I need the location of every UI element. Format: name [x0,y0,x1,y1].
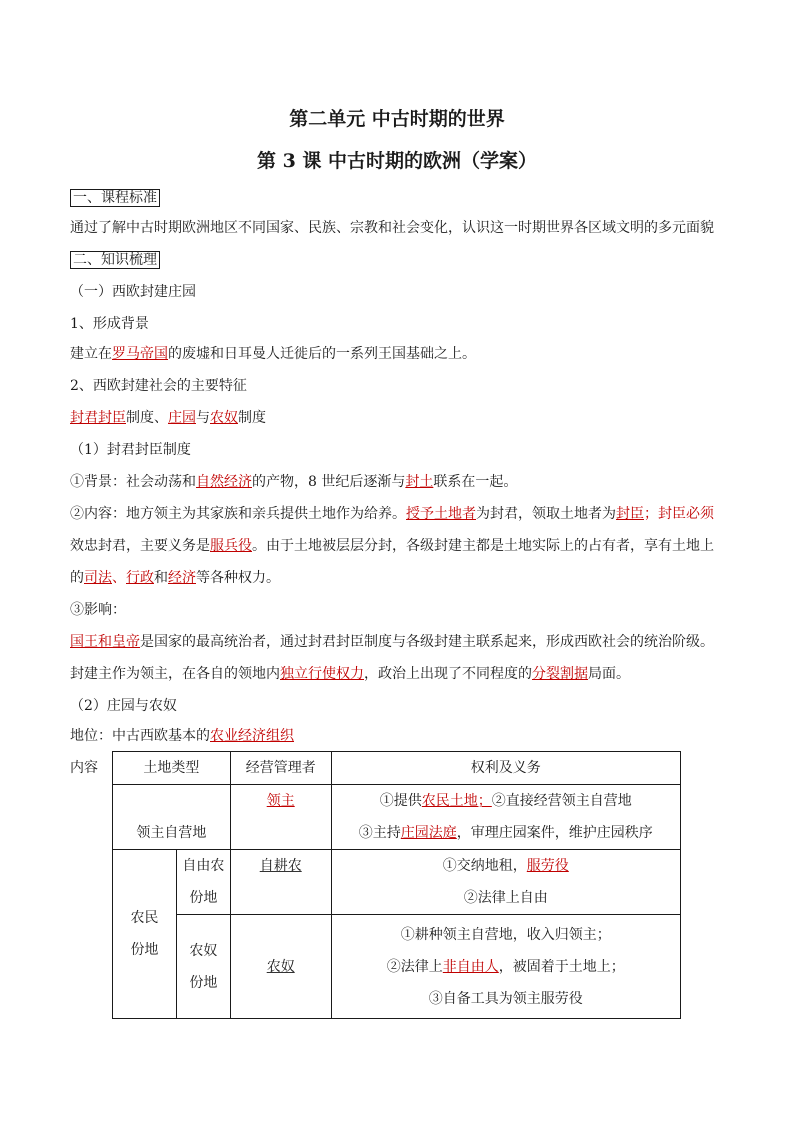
status-text: 地位：中古西欧基本的农业经济组织 [70,728,294,744]
impact-line1: 国王和皇帝是国家的最高统治者，通过封君封臣制度与各级封建主联系起来，形成西欧社会的统治阶级。 [70,634,714,650]
blank-answer: 自然经济 [196,474,252,490]
table-row [113,915,681,1019]
blank-answer: 封君封臣 [70,410,126,426]
sub-heading-manor: （2）庄园与农奴 [70,698,177,714]
lesson-title: 第 3 课 中古时期的欧洲（学案） [256,150,538,172]
blank-answer: 授予土地者 [406,506,476,522]
section-label: 二、知识梳理 [70,251,160,269]
features-text: 封君封臣制度、庄园与农奴制度 [70,410,266,426]
table-row [113,785,681,850]
part-heading: （一）西欧封建庄园 [70,284,196,300]
blank-answer: 封臣 [616,506,644,522]
cell-peasant-land: 农民 份地 [113,850,177,1019]
fief-impact-label: ③影响： [70,602,126,618]
impact-line2: 封建主作为领主，在各自的领地内独立行使权力，政治上出现了不同程度的分裂割据局面。 [70,666,630,682]
cell-serf-manager: 农奴 [230,915,331,1019]
background-text: 建立在罗马帝国的废墟和日耳曼人迁徙后的一系列王国基础之上。 [70,346,476,362]
unit-title: 第二单元 中古时期的世界 [289,108,505,130]
blank-answer: 非自由人 [442,958,499,975]
cell-serf-land: 农奴 份地 [176,915,230,1019]
blank-answer: 独立行使权力 [280,666,364,682]
cell-free-rights: ①交纳地租，服劳役 ②法律上自由 [331,850,680,915]
cell-serf-rights: ①耕种领主自营地，收入归领主； ②法律上非自由人，被固着于土地上； ③自备工具为领主服劳役 [331,915,680,1019]
table-header-row [113,752,681,785]
blank-answer: 庄园法庭 [400,825,457,841]
heading-background: 1、形成背景 [70,316,149,332]
blank-answer: 农民土地； [421,793,492,809]
content-label: 内容 [70,760,98,776]
section-heading-standard [70,188,160,208]
blank-answer: 国王和皇帝 [70,634,140,650]
blank-answer: 分裂割据 [532,666,588,682]
blank-answer: 封土 [405,474,434,490]
fief-background: ①背景：社会动荡和自然经济的产物，8 世纪后逐渐与封土联系在一起。 [70,474,518,490]
section-label: 一、课程标准 [70,189,160,207]
blank-answer: 服兵役 [210,538,252,554]
blank-answer: 罗马帝国 [112,346,168,362]
blank-answer: 经济 [168,570,196,586]
cell-lord-rights: ①提供农民土地；②直接经营领主自营地 ③主持庄园法庭，审理庄园案件，维护庄园秩序 [331,785,680,850]
blank-answer: 庄园 [168,410,196,426]
section-heading-knowledge [70,250,160,270]
heading-features: 2、西欧封建社会的主要特征 [70,378,247,394]
cell-free-land: 自由农 份地 [176,850,230,915]
cell-free-manager: 自耕农 [230,850,331,915]
blank-answer: 司法 [84,570,112,586]
cell-lord-demesne: 领主自营地 [113,785,231,850]
standard-text: 通过了解中古时期欧洲地区不同国家、民族、宗教和社会变化，认识这一时期世界各区域文明的多元面貌 [70,220,714,236]
manor-table [112,751,681,1019]
header-land-type: 土地类型 [113,752,231,785]
blank-answer: 农业经济组织 [210,728,294,744]
header-rights: 权利及义务 [331,752,680,785]
fief-content-line2: 效忠封君，主要义务是服兵役。由于土地被层层分封，各级封建主都是土地实际上的占有者，享有土地上 [70,538,714,554]
cell-lord-manager: 领主 [230,785,331,850]
blank-answer: 行政 [126,570,154,586]
header-manager: 经营管理者 [230,752,331,785]
fief-content-line1: ②内容：地方领主为其家族和亲兵提供土地作为给养。授予土地者为封君，领取土地者为封臣；封臣必须 [70,506,714,522]
sub-heading-fief: （1）封君封臣制度 [70,442,191,458]
table-row [113,850,681,915]
blank-answer: 服劳役 [526,858,569,874]
fief-content-line3: 的司法、行政和经济等各种权力。 [70,570,280,586]
blank-answer: 农奴 [210,410,238,426]
